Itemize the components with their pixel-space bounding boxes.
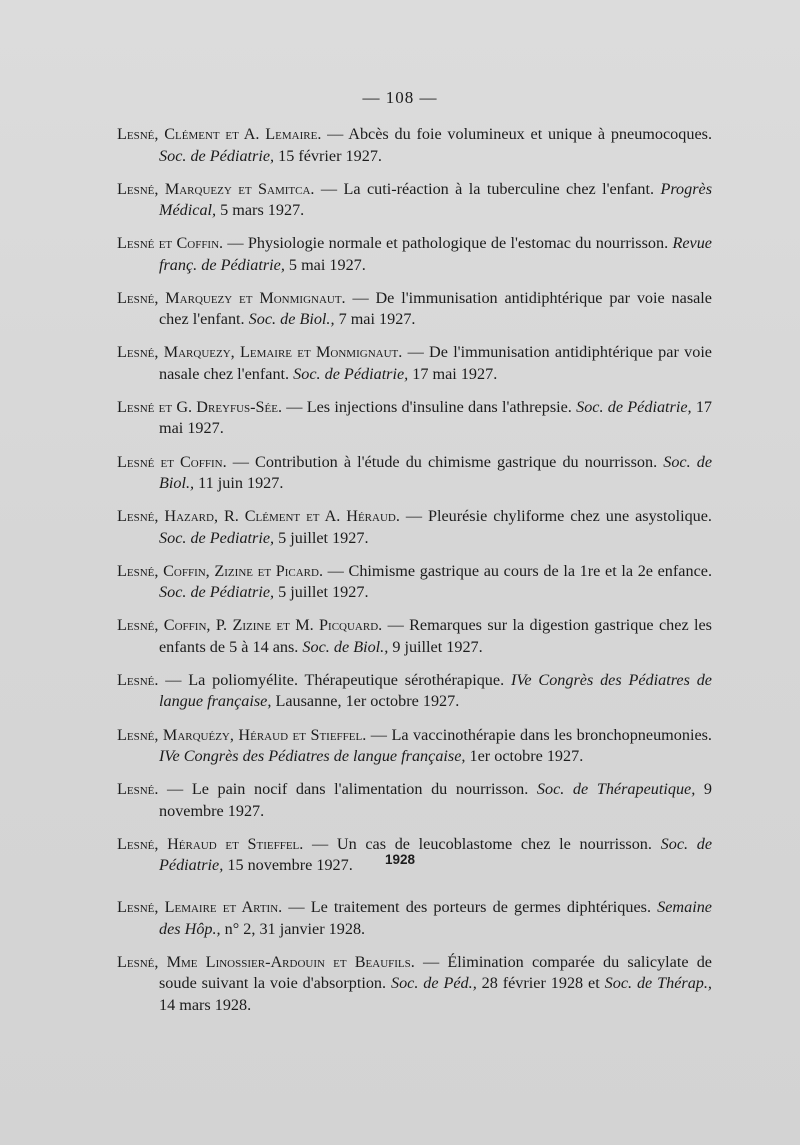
entry-authors: Lesné, Coffin, P. Zizine et M. Picquard. xyxy=(117,616,383,635)
entry-source: Revue franç. de Pédiatrie, xyxy=(159,234,712,274)
entry-title: — La poliomyélite. Thérapeutique sérothérapique. xyxy=(158,670,511,689)
entry-source: Soc. de Péd., xyxy=(390,974,477,993)
entry-date: Lausanne, 1er octobre 1927. xyxy=(271,692,460,711)
entry-authors: Lesné. xyxy=(117,670,159,689)
entry-date: 28 février 1928 et xyxy=(476,974,605,993)
bibliography-entry xyxy=(117,179,712,222)
bibliography-entry xyxy=(117,506,712,549)
entry-title: — De l'immunisation antidiphtérique par voie nasale chez l'enfant. xyxy=(159,343,712,383)
entry-date: 5 juillet 1927. xyxy=(274,528,369,547)
entry-authors: Lesné, Marquézy, Héraud et Stieffel. xyxy=(117,725,367,744)
entry-date: 11 juin 1927. xyxy=(194,474,284,493)
entry-authors: Lesné. xyxy=(117,780,159,799)
entry-date: 17 mai 1927. xyxy=(408,364,498,383)
entry-authors: Lesné, Mme Linossier-Ardouin et Beaufils. xyxy=(117,952,415,971)
bibliography-entry xyxy=(117,452,712,495)
entries-1927 xyxy=(117,124,712,888)
bibliography-entry xyxy=(117,561,712,604)
entry-authors: Lesné, Marquezy et Samitca. xyxy=(117,179,315,198)
entry-title: — Abcès du foie volumineux et unique à pneumocoques. xyxy=(321,125,712,143)
entry-date: n° 2, 31 janvier 1928. xyxy=(220,919,366,938)
entry-authors: Lesné et Coffin. xyxy=(117,234,224,253)
entry-source: Soc. de Biol., xyxy=(302,637,389,656)
entry-date: 1er octobre 1927. xyxy=(465,747,584,766)
entry-title: — Physiologie normale et pathologique de l'estomac du nourrisson. xyxy=(223,234,673,253)
entry-source: Soc. de Pédiatrie, xyxy=(576,397,692,416)
bibliography-entry xyxy=(117,670,712,713)
entry-source: Soc. de Pédiatrie, xyxy=(159,583,275,602)
bibliography-entry xyxy=(117,725,712,768)
entry-authors: Lesné, Hazard, R. Clément et A. Héraud. xyxy=(117,507,400,526)
entry-source: IVe Congrès des Pédiatres de langue française, xyxy=(159,747,466,766)
entry-authors: Lesné, Marquezy, Lemaire et Monmignaut. xyxy=(117,343,403,362)
entry-title: — Élimination comparée du salicylate de soude suivant la voie d'absorption. xyxy=(159,952,712,993)
entry-authors: Lesné et G. Dreyfus-Sée. xyxy=(117,397,283,416)
entry-date: 17 mai 1927. xyxy=(159,397,713,438)
entry-source: Soc. de Biol., xyxy=(248,310,335,329)
entry-title: — Les injections d'insuline dans l'athrepsie. xyxy=(282,397,577,416)
entry-title: — Remarques sur la digestion gastrique chez les enfants de 5 à 14 ans. xyxy=(159,616,712,656)
bibliography-entry xyxy=(117,615,712,658)
entries-1928 xyxy=(117,897,712,1028)
entry-authors: Lesné, Lemaire et Artin. xyxy=(117,898,283,916)
entry-title: — Pleurésie chyliforme chez une asystolique. xyxy=(399,507,712,526)
entry-date: 5 juillet 1927. xyxy=(274,583,369,602)
page-number: — 108 — xyxy=(362,88,438,107)
bibliography-entry xyxy=(117,952,712,1017)
entry-authors: Lesné, Marquezy et Monmignaut. xyxy=(117,288,346,307)
entry-date: 7 mai 1927. xyxy=(334,310,416,329)
entry-authors: Lesné, Coffin, Zizine et Picard. xyxy=(117,561,324,580)
entry-source: Soc. de Biol., xyxy=(159,452,713,493)
entry-title: — Un cas de leucoblastome chez le nourrisson. xyxy=(303,834,661,853)
entry-source: Soc. de Pédiatrie, xyxy=(293,364,409,383)
entry-source: Soc. de Pédiatrie, xyxy=(159,834,713,875)
section-year-heading: 1928 xyxy=(384,852,416,867)
entry-title: — De l'immunisation antidiphtérique par voie nasale chez l'enfant. xyxy=(159,288,712,329)
bibliography-entry xyxy=(117,397,712,440)
entry-source: Progrès Médical, xyxy=(159,179,712,220)
entry-source: Soc. de Pédiatrie, xyxy=(159,146,275,165)
bibliography-entry xyxy=(117,779,712,822)
entry-date: 15 novembre 1927. xyxy=(223,856,353,875)
bibliography-entry xyxy=(117,233,712,276)
entry-source: Soc. de Thérapeutique, xyxy=(536,780,696,799)
entry-date: 9 juillet 1927. xyxy=(388,637,483,656)
entry-title: — Le pain nocif dans l'alimentation du nourrisson. xyxy=(158,780,537,799)
entry-authors: Lesné et Coffin. xyxy=(117,452,227,471)
entry-date: 5 mai 1927. xyxy=(284,255,366,274)
entry-title: — La cuti-réaction à la tuberculine chez l'enfant. xyxy=(314,179,661,198)
bibliography-entry xyxy=(117,342,712,385)
entry-source: Semaine des Hôp., xyxy=(159,898,712,938)
entry-title: — La vaccinothérapie dans les bronchopneumonies. xyxy=(366,725,712,744)
entry-source: IVe Congrès des Pédiatres de langue française, xyxy=(159,670,712,711)
entry-date-secondary: 14 mars 1928. xyxy=(159,995,252,1014)
entry-title: — Le traitement des porteurs de germes diphtériques. xyxy=(282,898,658,916)
entry-source-secondary: Soc. de Thérap., xyxy=(604,974,712,993)
bibliography-entry xyxy=(117,288,712,331)
bibliography-entry xyxy=(117,124,712,167)
entry-authors: Lesné, Héraud et Stieffel. xyxy=(117,834,304,853)
entry-title: — Chimisme gastrique au cours de la 1re et la 2e enfance. xyxy=(323,561,712,580)
entry-source: Soc. de Pediatrie, xyxy=(159,528,275,547)
entry-date: 5 mars 1927. xyxy=(216,201,305,220)
entry-title: — Contribution à l'étude du chimisme gastrique du nourrisson. xyxy=(226,452,664,471)
entry-date: 9 novembre 1927. xyxy=(159,780,712,820)
bibliography-entry xyxy=(117,897,712,940)
entry-date: 15 février 1927. xyxy=(274,146,382,165)
entry-authors: Lesné, Clément et A. Lemaire. xyxy=(117,125,322,143)
